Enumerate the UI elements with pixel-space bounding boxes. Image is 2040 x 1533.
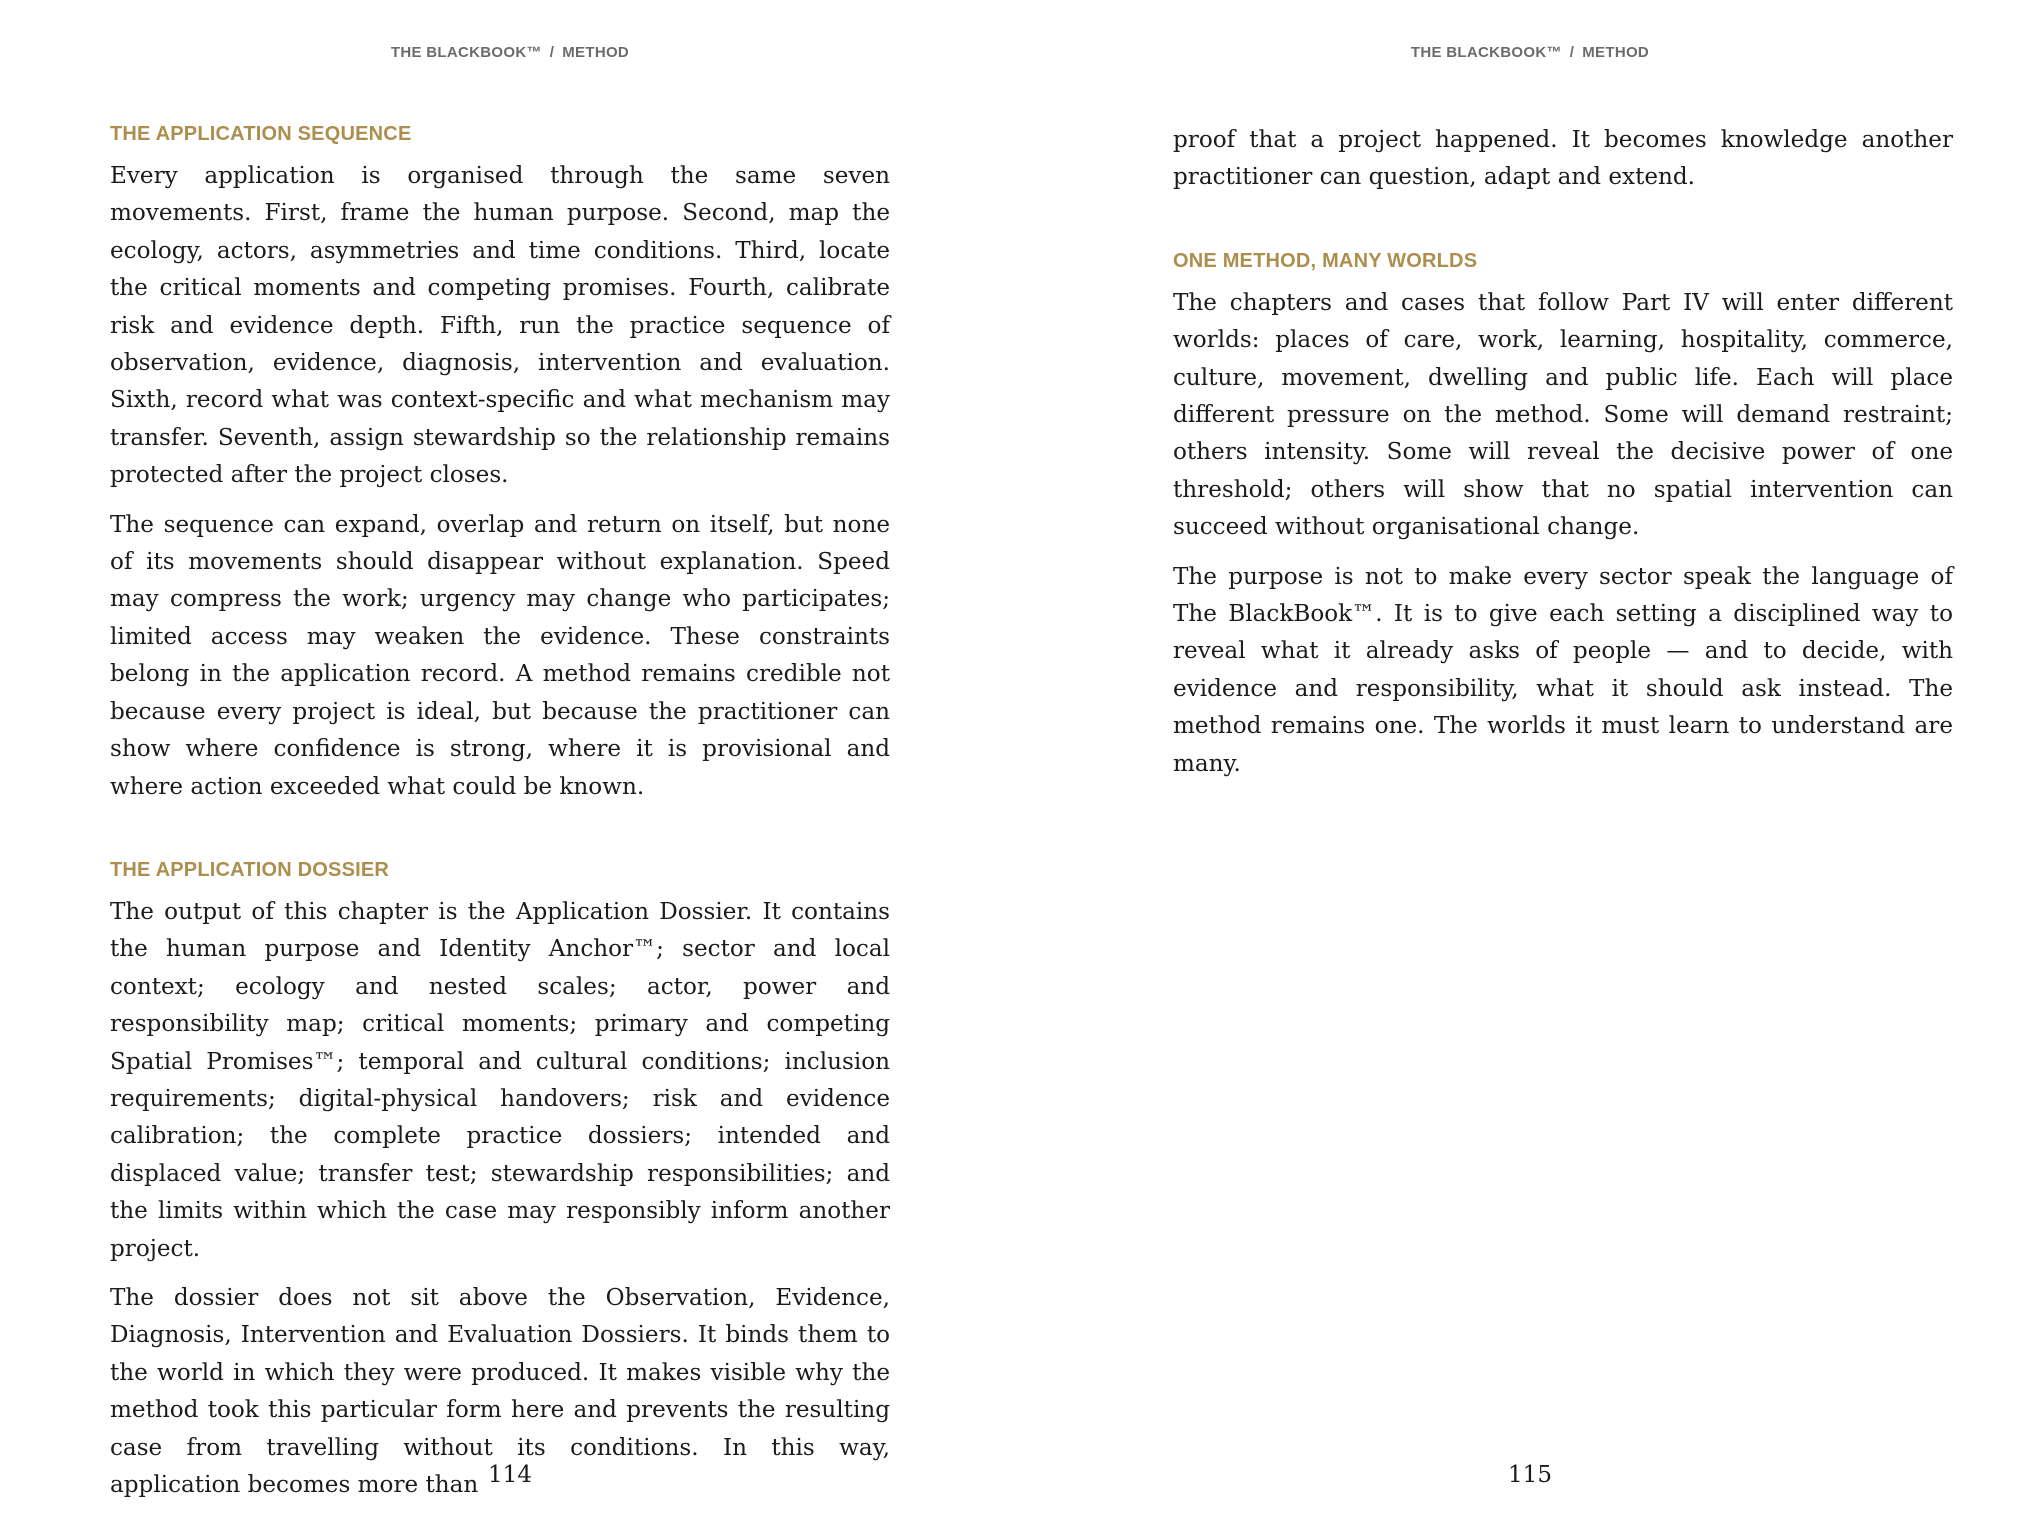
running-head-separator: / [549, 44, 555, 61]
running-head [1020, 44, 2040, 61]
running-head-section: METHOD [562, 44, 630, 61]
continued-paragraph: proof that a project happened. It becomes knowledge another practitioner can question, adapt and extend. [1173, 127, 1953, 191]
running-head-section: METHOD [1582, 44, 1650, 61]
running-head-separator: / [1569, 44, 1575, 61]
paragraph: Every application is organised through the same seven movements. First, frame the human purpose. Second, map the ecology, actors, asymmetries and time conditions. Third, locate the critical moments and competing promises. Fourth, calibrate risk and evidence depth. Fifth, run the practice sequence of observation, evidence, diagnosis, intervention and evaluation. Sixth, record what was context-specific and what mechanism may transfer. Seventh, assign stewardship so the relationship remains protected after the project closes. [110, 163, 890, 489]
paragraph: The dossier does not sit above the Observation, Evidence, Diagnosis, Intervention and Evaluation Dossiers. It binds them to the world in which they were produced. It makes visible why the method took this particular form here and prevents the resulting case from travelling without its conditions. In this way, application becomes more than [110, 1284, 890, 1498]
right-text-block [1173, 122, 1953, 795]
running-head-title: THE BLACKBOOK™ [1410, 44, 1562, 61]
left-text-block [110, 122, 890, 1516]
right-page [1020, 0, 2040, 1533]
section-heading-one-method-many-worlds: ONE METHOD, MANY WORLDS [1173, 249, 1478, 272]
paragraph: The chapters and cases that follow Part IV will enter different worlds: places of care, work, learning, hospitality, commerce, culture, movement, dwelling and public life. Each will place different pressure on the method. Some will demand restraint; others intensity. Some will reveal the decisive power of one threshold; others will show that no spatial intervention can succeed without organisational change. [1173, 289, 1953, 541]
paragraph: The purpose is not to make every sector speak the language of The BlackBook™. It is to give each setting a disciplined way to reveal what it already asks of people — and to decide, with evidence and responsibility, what it should ask instead. The method remains one. The worlds it must learn to understand are many. [1173, 563, 1953, 777]
running-head-title: THE BLACKBOOK™ [390, 44, 542, 61]
page-number: 114 [488, 1462, 532, 1488]
page-number: 115 [1508, 1462, 1552, 1488]
paragraph: The output of this chapter is the Application Dossier. It contains the human purpose and Identity Anchor™; sector and local context; ecology and nested scales; actor, power and responsibility map; critical moments; primary and competing Spatial Promises™; temporal and cultural conditions; inclusion requirements; digital-physical handovers; risk and evidence calibration; the complete practice dossiers; intended and displaced value; transfer test; stewardship responsibilities; and the limits within which the case may responsibly inform another project. [110, 898, 890, 1262]
section-heading-application-dossier: THE APPLICATION DOSSIER [110, 858, 390, 881]
running-head [0, 44, 1020, 61]
section-heading-application-sequence: THE APPLICATION SEQUENCE [110, 123, 412, 145]
paragraph: The sequence can expand, overlap and return on itself, but none of its movements should disappear without explanation. Speed may compress the work; urgency may change who participates; limited access may weaken the evidence. These constraints belong in the application record. A method remains credible not because every project is ideal, but because the practitioner can show where confidence is strong, where it is provisional and where action exceeded what could be known. [110, 511, 890, 800]
